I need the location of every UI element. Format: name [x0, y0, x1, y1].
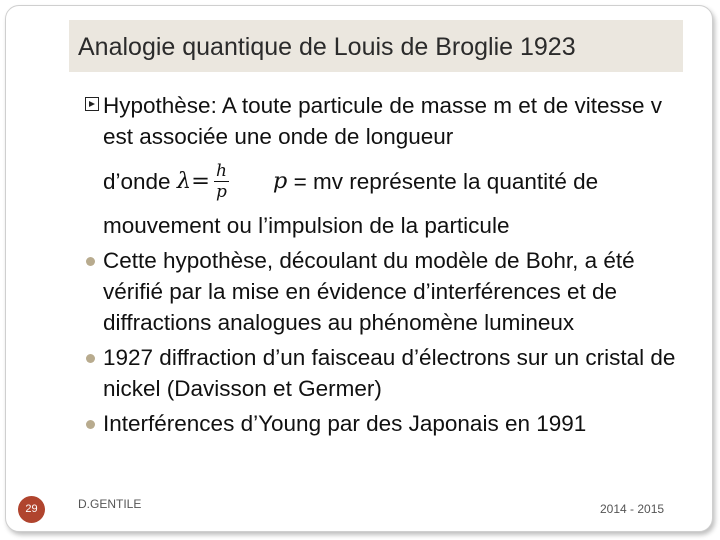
- slide-title: Analogie quantique de Louis de Broglie 1923: [78, 33, 576, 61]
- bullet-item-hypothesis: [83, 90, 683, 241]
- momentum-definition: mouvement ou l’impulsion de la particule: [103, 213, 510, 238]
- slide-body: [83, 90, 683, 443]
- bullet-dot-icon: [86, 420, 95, 429]
- lambda-symbol: λ: [176, 167, 192, 194]
- h-over-p-fraction: [214, 161, 229, 202]
- formula-line: [103, 152, 683, 210]
- page-number-badge: 29: [18, 496, 45, 523]
- hypothesis-text: Hypothèse: A toute particule de masse m et de vitesse v est associée une onde de longueur: [103, 93, 663, 149]
- bullet-item-young: [83, 408, 683, 439]
- fraction-denominator: p: [216, 181, 227, 202]
- footer-author: D.GENTILE: [78, 497, 142, 511]
- equals-sign: =: [191, 167, 210, 194]
- wavelength-text: d’onde: [103, 168, 171, 194]
- bullet-dot-icon: [86, 354, 95, 363]
- momentum-text: = mv représente la quantité de: [293, 168, 599, 194]
- bohr-text: Cette hypothèse, découlant du modèle de Bohr, a été vérifié par la mise en évidence d’interférences et de diffractions analogues au phénomène lumineux: [103, 248, 635, 335]
- bullet-item-davisson: [83, 342, 683, 404]
- davisson-text: 1927 diffraction d’un faisceau d’électrons sur un cristal de nickel (Davisson et Germer): [103, 345, 676, 401]
- momentum-symbol: p: [272, 167, 288, 194]
- bullet-dot-icon: [86, 257, 95, 266]
- footer-years: 2014 - 2015: [600, 502, 665, 516]
- young-text: Interférences d’Young par des Japonais en 1991: [103, 411, 587, 436]
- checkbox-bullet-icon: [85, 97, 99, 111]
- fraction-numerator: h: [215, 160, 227, 181]
- bullet-item-bohr: [83, 245, 683, 338]
